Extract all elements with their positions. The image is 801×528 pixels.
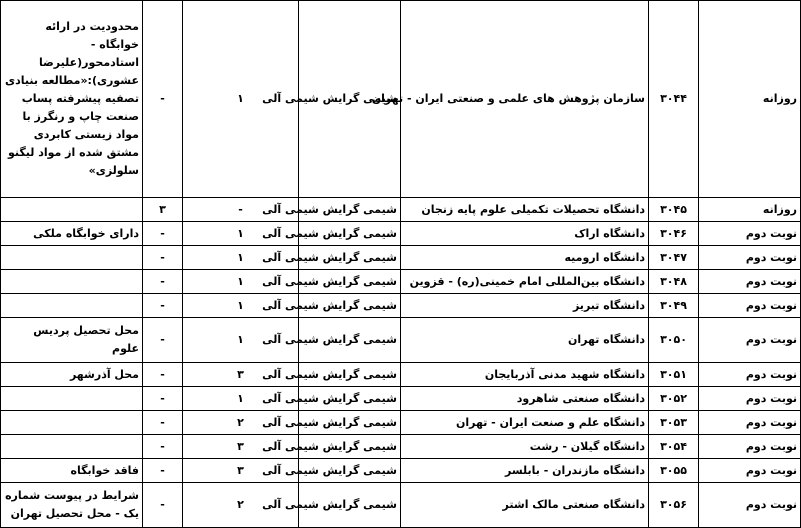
field-name-cell: شیمی گرایش شیمی آلی bbox=[299, 270, 401, 294]
notes-cell: محدودیت در ارائه خوابگاه - استادمحور(علیرضا عشوری):«مطالعه بنیادی تصفیه پیشرفته پساب صنعت چاپ و رنگرز با مواد زیستی کابردی مشتق شده از مواد لیگنو سلولزی» bbox=[1, 1, 143, 198]
institution-cell: دانشگاه اراک bbox=[401, 222, 649, 246]
course-type-cell: نوبت دوم bbox=[699, 387, 801, 411]
field-code-cell: ۳۰۵۵ bbox=[649, 459, 699, 483]
table-row bbox=[1, 246, 801, 270]
course-type-cell: نوبت دوم bbox=[699, 246, 801, 270]
capacity-alt-cell: - bbox=[143, 363, 183, 387]
field-name-cell: شیمی گرایش شیمی آلی bbox=[299, 387, 401, 411]
capacity-cell: ۱ bbox=[183, 387, 299, 411]
course-type-cell: نوبت دوم bbox=[699, 318, 801, 363]
notes-cell bbox=[1, 411, 143, 435]
table-body bbox=[1, 1, 801, 528]
notes-cell bbox=[1, 387, 143, 411]
capacity-alt-cell: - bbox=[143, 270, 183, 294]
field-name-cell: شیمی گرایش شیمی آلی bbox=[299, 198, 401, 222]
table-row bbox=[1, 270, 801, 294]
institution-cell: دانشگاه تبریز bbox=[401, 294, 649, 318]
field-code-cell: ۳۰۴۶ bbox=[649, 222, 699, 246]
notes-cell: محل آذرشهر bbox=[1, 363, 143, 387]
course-type-cell: نوبت دوم bbox=[699, 411, 801, 435]
institution-cell: دانشگاه علم و صنعت ایران - تهران bbox=[401, 411, 649, 435]
course-type-cell: نوبت دوم bbox=[699, 222, 801, 246]
capacity-alt-cell: - bbox=[143, 1, 183, 198]
capacity-cell: ۲ bbox=[183, 411, 299, 435]
field-code-cell: ۳۰۵۴ bbox=[649, 435, 699, 459]
table-row bbox=[1, 387, 801, 411]
course-type-cell: نوبت دوم bbox=[699, 363, 801, 387]
notes-cell: شرایط در پیوست شماره یک - محل تحصیل تهران bbox=[1, 483, 143, 528]
table-row bbox=[1, 1, 801, 198]
field-name-cell: شیمی گرایش شیمی آلی bbox=[299, 411, 401, 435]
capacity-cell: ۱ bbox=[183, 318, 299, 363]
capacity-cell: ۱ bbox=[183, 222, 299, 246]
capacity-cell: ۳ bbox=[183, 435, 299, 459]
course-type-cell: روزانه bbox=[699, 198, 801, 222]
table-row bbox=[1, 411, 801, 435]
course-type-cell: نوبت دوم bbox=[699, 270, 801, 294]
capacity-alt-cell: - bbox=[143, 294, 183, 318]
table-row bbox=[1, 222, 801, 246]
table-row bbox=[1, 318, 801, 363]
capacity-cell: ۳ bbox=[183, 459, 299, 483]
institution-cell: دانشگاه ارومیه bbox=[401, 246, 649, 270]
field-code-cell: ۳۰۵۱ bbox=[649, 363, 699, 387]
field-code-cell: ۳۰۴۹ bbox=[649, 294, 699, 318]
capacity-alt-cell: - bbox=[143, 459, 183, 483]
institution-cell: دانشگاه گیلان - رشت bbox=[401, 435, 649, 459]
field-name-cell: شیمی گرایش شیمی آلی bbox=[299, 435, 401, 459]
institution-cell: دانشگاه بین‌المللی امام خمینی(ره) - قزوین bbox=[401, 270, 649, 294]
capacity-cell: ۱ bbox=[183, 294, 299, 318]
capacity-cell: ۱ bbox=[183, 1, 299, 198]
institution-cell: دانشگاه تحصیلات تکمیلی علوم پایه زنجان bbox=[401, 198, 649, 222]
course-type-cell: نوبت دوم bbox=[699, 294, 801, 318]
notes-cell bbox=[1, 198, 143, 222]
field-code-cell: ۳۰۴۴ bbox=[649, 1, 699, 198]
capacity-cell: ۳ bbox=[183, 363, 299, 387]
institution-cell: دانشگاه تهران bbox=[401, 318, 649, 363]
institution-cell: دانشگاه شهید مدنی آذربایجان bbox=[401, 363, 649, 387]
field-code-cell: ۳۰۴۷ bbox=[649, 246, 699, 270]
field-name-cell: شیمی گرایش شیمی آلی bbox=[299, 246, 401, 270]
table-row bbox=[1, 294, 801, 318]
institution-cell: دانشگاه صنعتی مالک اشتر bbox=[401, 483, 649, 528]
notes-cell bbox=[1, 270, 143, 294]
field-code-cell: ۳۰۵۳ bbox=[649, 411, 699, 435]
capacity-alt-cell: - bbox=[143, 411, 183, 435]
capacity-alt-cell: - bbox=[143, 435, 183, 459]
field-code-cell: ۳۰۴۸ bbox=[649, 270, 699, 294]
notes-cell: محل تحصیل پردیس علوم bbox=[1, 318, 143, 363]
capacity-cell: - bbox=[183, 198, 299, 222]
capacity-alt-cell: - bbox=[143, 387, 183, 411]
field-code-cell: ۳۰۵۰ bbox=[649, 318, 699, 363]
field-name-cell: شیمی گرایش شیمی آلی bbox=[299, 222, 401, 246]
field-name-cell: شیمی گرایش شیمی آلی bbox=[299, 294, 401, 318]
table-row bbox=[1, 459, 801, 483]
field-code-cell: ۳۰۴۵ bbox=[649, 198, 699, 222]
course-type-cell: نوبت دوم bbox=[699, 459, 801, 483]
field-name-cell: شیمی گرایش شیمی آلی bbox=[299, 363, 401, 387]
table-row bbox=[1, 363, 801, 387]
table-row bbox=[1, 198, 801, 222]
institution-cell: دانشگاه صنعتی شاهرود bbox=[401, 387, 649, 411]
course-type-cell: روزانه bbox=[699, 1, 801, 198]
capacity-cell: ۱ bbox=[183, 270, 299, 294]
capacity-alt-cell: - bbox=[143, 246, 183, 270]
field-name-cell: شیمی گرایش شیمی آلی bbox=[299, 459, 401, 483]
capacity-alt-cell: - bbox=[143, 318, 183, 363]
capacity-cell: ۲ bbox=[183, 483, 299, 528]
field-code-cell: ۳۰۵۲ bbox=[649, 387, 699, 411]
capacity-cell: ۱ bbox=[183, 246, 299, 270]
field-name-cell: شیمی گرایش شیمی آلی bbox=[299, 483, 401, 528]
capacity-alt-cell: - bbox=[143, 483, 183, 528]
capacity-alt-cell: - bbox=[143, 222, 183, 246]
course-type-cell: نوبت دوم bbox=[699, 483, 801, 528]
notes-cell: دارای خوابگاه ملکی bbox=[1, 222, 143, 246]
course-type-cell: نوبت دوم bbox=[699, 435, 801, 459]
institution-cell: دانشگاه مازندران - بابلسر bbox=[401, 459, 649, 483]
capacity-alt-cell: ۳ bbox=[143, 198, 183, 222]
notes-cell bbox=[1, 435, 143, 459]
field-name-cell: شیمی گرایش شیمی آلی bbox=[299, 318, 401, 363]
institution-cell: سازمان پژوهش های علمی و صنعتی ایران - تهران bbox=[401, 1, 649, 198]
field-code-cell: ۳۰۵۶ bbox=[649, 483, 699, 528]
table-row bbox=[1, 483, 801, 528]
notes-cell bbox=[1, 246, 143, 270]
field-name-cell: شیمی گرایش شیمی آلی bbox=[299, 1, 401, 198]
notes-cell bbox=[1, 294, 143, 318]
table-row bbox=[1, 435, 801, 459]
notes-cell: فاقد خوابگاه bbox=[1, 459, 143, 483]
